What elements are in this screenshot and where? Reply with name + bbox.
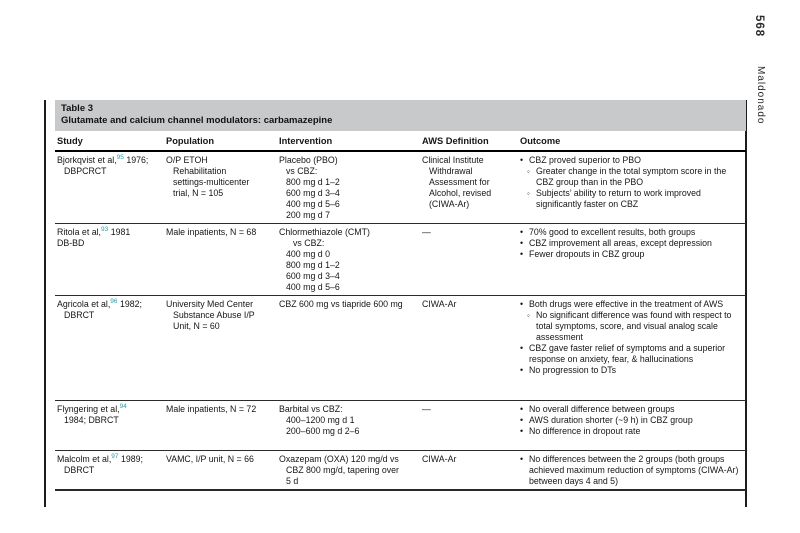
margin-page-number: 568	[753, 15, 765, 38]
cell-line-text: No difference in dropout rate	[529, 426, 641, 436]
table-subtitle: Glutamate and calcium channel modulators: carbamazepine	[61, 115, 333, 126]
cell-line	[520, 249, 742, 260]
cell-line	[57, 238, 162, 249]
aws-definition-cell	[422, 401, 520, 450]
cell-line	[279, 299, 418, 310]
cell-line-text: Agricola et al,$^{96}$ 1982;	[57, 298, 142, 309]
cell-line	[279, 199, 418, 210]
cell-line	[279, 282, 418, 293]
cell-line-text: Rehabilitation	[173, 166, 227, 176]
bullet-icon: •	[520, 227, 524, 237]
cell-line-text: Barbital vs CBZ:	[279, 404, 343, 414]
cell-line-text: Fewer dropouts in CBZ group	[529, 249, 645, 259]
cell-line	[279, 155, 418, 166]
cell-line	[279, 260, 418, 271]
cell-line	[279, 227, 418, 238]
cell-line	[57, 227, 162, 238]
cell-line-text: Unit, N = 60	[173, 321, 220, 331]
cell-line	[166, 310, 275, 321]
cell-line	[279, 415, 418, 426]
cell-line	[279, 210, 418, 221]
column-header-aws-definition: AWS Definition	[422, 136, 489, 146]
study-cell	[55, 451, 166, 489]
cell-line	[166, 155, 275, 166]
intervention-cell	[279, 401, 422, 450]
cell-line	[520, 227, 742, 238]
cell-line-text: 400 mg d 5–6	[286, 199, 340, 209]
bullet-icon: •	[520, 249, 524, 259]
cell-line-text: Oxazepam (OXA) 120 mg/d vs	[279, 454, 399, 464]
cell-line	[279, 166, 418, 177]
cell-line-text: vs CBZ:	[293, 238, 325, 248]
population-cell	[166, 224, 279, 295]
study-cell	[55, 224, 166, 295]
cell-line-text: CIWA-Ar	[422, 299, 457, 309]
cell-line-text: 400–1200 mg d 1	[286, 415, 355, 425]
cell-line	[520, 238, 742, 249]
cell-line	[520, 426, 742, 437]
intervention-cell	[279, 451, 422, 489]
cell-line-text: —	[422, 227, 431, 237]
bullet-icon: •	[520, 299, 524, 309]
reference-superscript[interactable]: 93	[101, 226, 109, 234]
cell-line	[57, 465, 162, 476]
reference-superscript[interactable]: 96	[110, 298, 118, 306]
cell-line-text: 5 d	[286, 476, 299, 486]
cell-line-text: Alcohol, revised	[429, 188, 492, 198]
bullet-icon: •	[520, 365, 524, 375]
bullet-icon: •	[520, 155, 524, 165]
aws-definition-cell	[422, 451, 520, 489]
cell-line	[520, 343, 742, 365]
cell-line-text: No differences between the 2 groups (both groups achieved maximum reduction of symptoms (CIWA-Ar) between days 4 and 5)	[529, 454, 739, 486]
cell-line-text: 70% good to excellent results, both groups	[529, 227, 696, 237]
cell-line-text: CBZ improvement all areas, except depression	[529, 238, 712, 248]
cell-line	[166, 188, 275, 199]
cell-line	[279, 476, 418, 487]
study-cell	[55, 152, 166, 223]
cell-line-text: 800 mg d 1–2	[286, 177, 340, 187]
cell-line-text: No significant difference was found with respect to total symptoms, score, and visual analog scale assessment	[536, 310, 732, 342]
cell-line-text: Greater change in the total symptom score in the CBZ group than in the PBO	[536, 166, 727, 187]
cell-line	[57, 454, 162, 465]
cell-line-text: CBZ 800 mg/d, tapering over	[286, 465, 399, 475]
reference-superscript[interactable]: 94	[119, 403, 127, 411]
cell-line	[57, 404, 162, 415]
outcome-cell	[520, 296, 746, 400]
cell-line	[279, 465, 418, 476]
reference-superscript[interactable]: 97	[111, 453, 119, 461]
cell-line-text: CBZ 600 mg vs tiapride 600 mg	[279, 299, 403, 309]
cell-line-text: Assessment for	[429, 177, 490, 187]
cell-line	[422, 155, 516, 166]
cell-line	[520, 415, 742, 426]
cell-line-text: 600 mg d 3–4	[286, 271, 340, 281]
study-table	[55, 100, 746, 491]
aws-definition-cell	[422, 152, 520, 223]
cell-line-text: Flyngering et al,$^{94}$	[57, 403, 127, 414]
cell-line-text: Ritola et al,$^{93}$ 1981	[57, 226, 131, 237]
cell-line-text: vs CBZ:	[286, 166, 318, 176]
bullet-icon: •	[520, 454, 524, 464]
cell-line	[520, 454, 742, 487]
cell-line	[279, 271, 418, 282]
cell-line-text: No overall difference between groups	[529, 404, 675, 414]
cell-line	[279, 188, 418, 199]
column-header-outcome: Outcome	[520, 136, 561, 146]
cell-line-text: DBRCT	[64, 465, 95, 475]
cell-line-text: CIWA-Ar	[422, 454, 457, 464]
table-row	[55, 296, 746, 401]
population-cell	[166, 401, 279, 450]
cell-line-text: Withdrawal	[429, 166, 473, 176]
bullet-icon: •	[520, 415, 524, 425]
table-row	[55, 224, 746, 296]
table-row	[55, 152, 746, 224]
cell-line-text: DBRCT	[64, 310, 95, 320]
cell-line-text: 600 mg d 3–4	[286, 188, 340, 198]
cell-line-text: 1984; DBRCT	[64, 415, 119, 425]
table-bottom-rule	[55, 489, 746, 491]
aws-definition-cell	[422, 224, 520, 295]
cell-line-text: settings-multicenter	[173, 177, 250, 187]
cell-line-text: 800 mg d 1–2	[286, 260, 340, 270]
cell-line	[166, 321, 275, 332]
cell-line	[520, 155, 742, 166]
intervention-cell	[279, 296, 422, 400]
table-title-bar	[55, 100, 746, 131]
bullet-icon: •	[520, 238, 524, 248]
cell-line-text: Subjects’ ability to return to work improved significantly faster on CBZ	[536, 188, 701, 209]
cell-line	[520, 365, 742, 376]
table-left-border	[44, 100, 46, 507]
cell-line-text: CBZ gave faster relief of symptoms and a superior response on anxiety, fear, & hallucinations	[529, 343, 726, 364]
cell-line-text: AWS duration shorter (~9 h) in CBZ group	[529, 415, 693, 425]
cell-line	[279, 177, 418, 188]
cell-line	[57, 310, 162, 321]
cell-line	[279, 454, 418, 465]
population-cell	[166, 451, 279, 489]
cell-line-text: No progression to DTs	[529, 365, 617, 375]
cell-line-text: 400 mg d 5–6	[286, 282, 340, 292]
cell-line	[520, 166, 742, 188]
cell-line	[422, 227, 516, 238]
cell-line-text: 400 mg d 0	[286, 249, 331, 259]
table-row	[55, 451, 746, 489]
cell-line	[166, 404, 275, 415]
outcome-cell	[520, 401, 746, 450]
study-cell	[55, 401, 166, 450]
cell-line	[520, 188, 742, 210]
cell-line	[422, 188, 516, 199]
reference-superscript[interactable]: 95	[116, 154, 124, 162]
cell-line	[279, 404, 418, 415]
cell-line-text: 200–600 mg d 2–6	[286, 426, 360, 436]
sub-bullet-icon: ◦	[527, 311, 530, 320]
cell-line-text: Malcolm et al,$^{97}$ 1989;	[57, 453, 143, 464]
column-header-population: Population	[166, 136, 215, 146]
sub-bullet-icon: ◦	[527, 167, 530, 176]
cell-line	[520, 404, 742, 415]
cell-line-text: VAMC, I/P unit, N = 66	[166, 454, 254, 464]
cell-line	[422, 299, 516, 310]
outcome-cell	[520, 451, 746, 489]
cell-line	[57, 155, 162, 166]
cell-line	[166, 454, 275, 465]
column-header-study: Study	[57, 136, 83, 146]
table-row	[55, 401, 746, 451]
cell-line	[520, 299, 742, 310]
aws-definition-cell	[422, 296, 520, 400]
cell-line-text: O/P ETOH	[166, 155, 208, 165]
cell-line-text: CBZ proved superior to PBO	[529, 155, 641, 165]
outcome-cell	[520, 224, 746, 295]
cell-line	[422, 454, 516, 465]
cell-line	[422, 177, 516, 188]
intervention-cell	[279, 224, 422, 295]
cell-line-text: Male inpatients, N = 72	[166, 404, 257, 414]
margin-running-author: Maldonado	[755, 66, 766, 125]
intervention-cell	[279, 152, 422, 223]
cell-line	[279, 426, 418, 437]
cell-line-text: DBPCRCT	[64, 166, 107, 176]
cell-line-text: 200 mg d 7	[286, 210, 331, 220]
cell-line-text: Bjorkqvist et al,$^{95}$ 1976;	[57, 154, 149, 165]
cell-line	[57, 299, 162, 310]
cell-line	[166, 166, 275, 177]
cell-line-text: —	[422, 404, 431, 414]
table-title: Table 3	[61, 103, 94, 114]
cell-line	[166, 227, 275, 238]
cell-line-text: (CIWA-Ar)	[429, 199, 470, 209]
sub-bullet-icon: ◦	[527, 189, 530, 198]
study-cell	[55, 296, 166, 400]
bullet-icon: •	[520, 426, 524, 436]
cell-line-text: Clinical Institute	[422, 155, 484, 165]
cell-line-text: Both drugs were effective in the treatment of AWS	[529, 299, 724, 309]
bullet-icon: •	[520, 404, 524, 414]
cell-line-text: Chlormethiazole (CMT)	[279, 227, 370, 237]
cell-line-text: University Med Center	[166, 299, 254, 309]
cell-line	[57, 166, 162, 177]
cell-line	[279, 238, 418, 249]
outcome-cell	[520, 152, 746, 223]
cell-line	[279, 249, 418, 260]
cell-line	[57, 415, 162, 426]
cell-line-text: Substance Abuse I/P	[173, 310, 255, 320]
cell-line-text: DB-BD	[57, 238, 85, 248]
cell-line-text: Male inpatients, N = 68	[166, 227, 257, 237]
cell-line	[422, 199, 516, 210]
cell-line-text: trial, N = 105	[173, 188, 224, 198]
cell-line	[422, 166, 516, 177]
cell-line	[166, 177, 275, 188]
column-header-intervention: Intervention	[279, 136, 333, 146]
population-cell	[166, 296, 279, 400]
population-cell	[166, 152, 279, 223]
cell-line-text: Placebo (PBO)	[279, 155, 338, 165]
cell-line	[166, 299, 275, 310]
column-header-row	[55, 131, 746, 152]
bullet-icon: •	[520, 343, 524, 353]
cell-line	[422, 404, 516, 415]
cell-line	[520, 310, 742, 343]
